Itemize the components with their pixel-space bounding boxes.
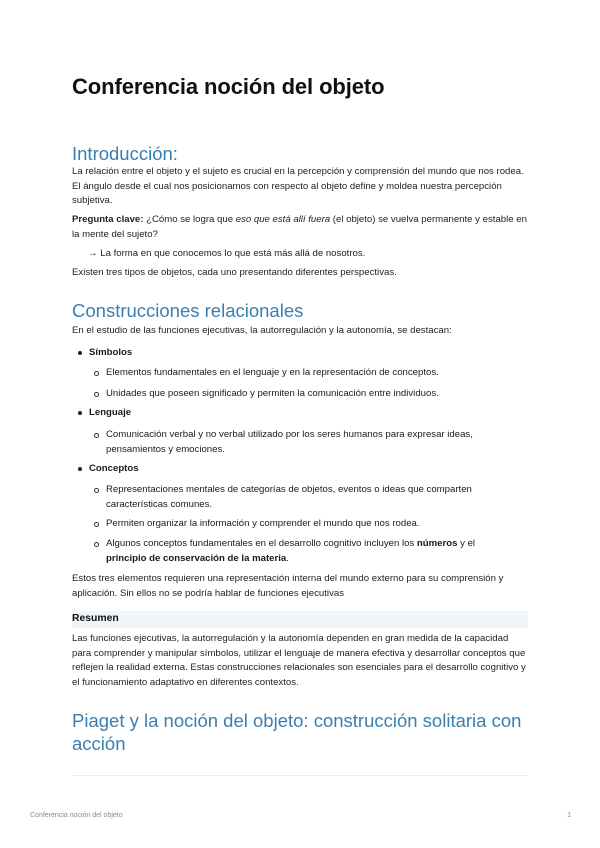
bullet-icon — [78, 467, 82, 471]
relational-heading: Construcciones relacionales — [72, 300, 304, 321]
resumen-paragraph: Las funciones ejecutivas, la autorregulación y la autonomía dependen en gran medida de la capacidad para comprender y manipular símbolos, utilizar el lenguaje de manera efectiva y desarrollar conceptos que reflejen la realidad externa. Estas construcciones relacionales son esenciales para el desarrollo cognitivo y el funcionamiento adaptativo en diferentes contextos. — [72, 633, 526, 688]
key-question-pre: ¿Cómo se logra que — [143, 214, 236, 225]
intro-paragraph: La relación entre el objeto y el sujeto es crucial en la percepción y comprensión del mundo que nos rodea. El ángulo desde el cual nos posicionamos con respecto al objeto define y moldea nuestra percepción subjetiva. — [72, 166, 524, 207]
relational-closing: Estos tres elementos requieren una representación interna del mundo externo para su comprensión y aplicación. Sin ellos no se podría hablar de funciones ejecutivas — [72, 573, 504, 599]
item-text-pre: Algunos conceptos fundamentales en el desarrollo cognitivo incluyen los — [106, 538, 417, 549]
piaget-heading: Piaget y la noción del objeto: construcción solitaria con acción — [72, 710, 522, 754]
intro-heading: Introducción: — [72, 143, 178, 164]
page-number: 1 — [567, 812, 571, 819]
sub-list-item-text: Permiten organizar la información y comprender el mundo que nos rodea. — [106, 518, 420, 529]
hollow-bullet-icon — [94, 433, 99, 438]
item-text-post: . — [286, 552, 289, 564]
sub-list-item-text: Representaciones mentales de categorías de objetos, eventos o ideas que comparten características comunes. — [106, 484, 472, 510]
resumen-header-bar — [72, 611, 528, 628]
list-item-label: Símbolos — [89, 347, 133, 358]
list-item-label: Lenguaje — [89, 407, 132, 418]
item-text-mid: y el — [457, 538, 476, 549]
hollow-bullet-icon — [94, 522, 99, 527]
key-question-post: (el objeto) se vuelva permanente y estable en la mente del sujeto? — [72, 214, 527, 240]
footer-title: Conferencia noción del objeto — [30, 812, 123, 819]
key-question — [72, 213, 528, 242]
page-title: Conferencia noción del objeto — [72, 74, 385, 99]
sub-list-item-text: Elementos fundamentales en el lenguaje y en la representación de conceptos. — [106, 367, 439, 378]
intro-closing: Existen tres tipos de objetos, cada uno presentando diferentes perspectivas. — [72, 267, 397, 278]
relational-lead: En el estudio de las funciones ejecutivas, la autorregulación y la autonomía, se destacan: — [72, 325, 452, 336]
key-question-italic: eso que está allí fuera — [235, 214, 331, 225]
sub-list-item-text — [106, 537, 516, 566]
hollow-bullet-icon — [94, 392, 99, 397]
hollow-bullet-icon — [94, 488, 99, 493]
bullet-icon — [78, 351, 82, 355]
resumen-heading: Resumen — [72, 613, 119, 624]
sub-list-item-text: Comunicación verbal y no verbal utilizado por los seres humanos para expresar ideas, pensamientos y emociones. — [106, 429, 473, 455]
item-text-bold-numeros: números — [416, 538, 458, 549]
section-divider — [72, 775, 528, 776]
list-item-label: Conceptos — [89, 463, 139, 474]
hollow-bullet-icon — [94, 542, 99, 547]
key-question-label: Pregunta clave: — [72, 214, 144, 225]
item-text-bold-principio: principio de conservación de la materia — [106, 552, 287, 564]
bullet-icon — [78, 411, 82, 415]
sub-list-item-text: Unidades que poseen significado y permiten la comunicación entre individuos. — [106, 388, 439, 399]
arrow-note: → La forma en que conocemos lo que está más allá de nosotros. — [88, 248, 366, 259]
hollow-bullet-icon — [94, 371, 99, 376]
